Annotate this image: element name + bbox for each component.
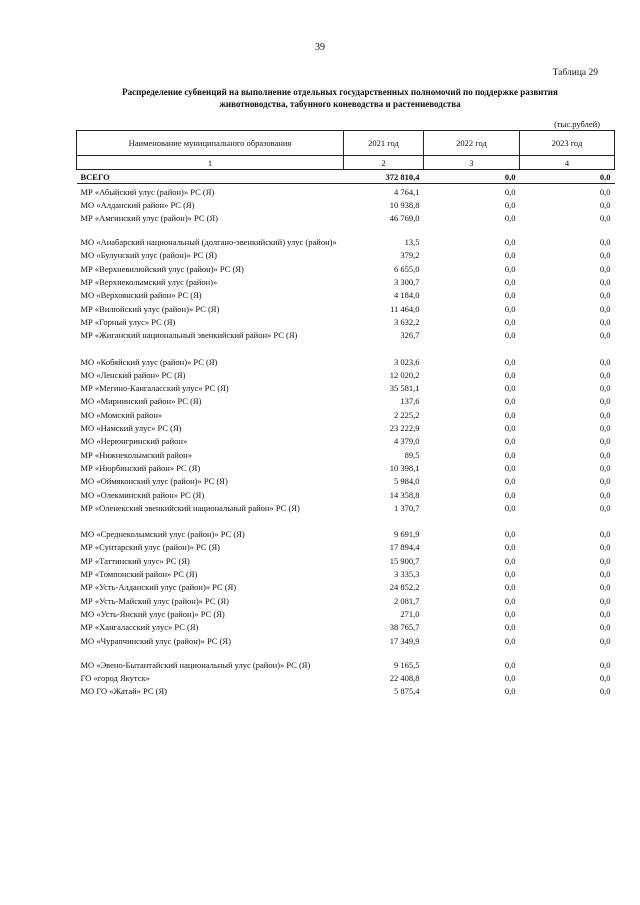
subsidy-table — [76, 130, 615, 697]
municipality-name: МО «Алданский район» РС (Я) — [80, 199, 195, 210]
table-row — [77, 407, 615, 420]
municipality-name: МР «Томпонский район» РС (Я) — [80, 569, 198, 580]
municipality-name: МР «Усть-Майский улус (район)» РС (Я) — [80, 595, 229, 606]
municipality-name: МР «Усть-Алданский улус (район)» РС (Я) — [80, 582, 237, 593]
table-row — [77, 540, 615, 553]
municipality-name: МО «Намский улус» РС (Я) — [80, 423, 182, 434]
table-row — [77, 553, 615, 566]
table-row — [77, 461, 615, 474]
value-2023: 0,0 — [599, 635, 611, 646]
value-2022: 0,0 — [504, 502, 516, 513]
units-label: (тыс.рублей) — [554, 119, 600, 129]
value-2022: 0,0 — [504, 635, 516, 646]
value-2021: 10 938,8 — [389, 199, 420, 210]
total-2022: 0,0 — [424, 170, 520, 184]
spacer-row — [77, 341, 615, 354]
value-2022: 0,0 — [504, 476, 516, 487]
value-2021: 379,2 — [400, 250, 420, 261]
value-2022: 0,0 — [504, 423, 516, 434]
value-2022: 0,0 — [504, 595, 516, 606]
table-row — [77, 434, 615, 447]
value-2022: 0,0 — [504, 555, 516, 566]
municipality-name: МО «Эвено-Бытантайский национальный улус (район)» РС (Я) — [80, 659, 311, 670]
municipality-name: МР «Мегино-Кангаласский улус» РС (Я) — [80, 383, 229, 394]
value-2022: 0,0 — [504, 316, 516, 327]
value-2021: 22 408,8 — [389, 672, 420, 683]
value-2023: 0,0 — [599, 672, 611, 683]
table-row — [77, 580, 615, 593]
value-2022: 0,0 — [504, 199, 516, 210]
value-2023: 0,0 — [599, 423, 611, 434]
value-2022: 0,0 — [504, 290, 516, 301]
title-line-2: животноводства, табунного коневодства и растениеводства — [219, 99, 461, 109]
value-2021: 4 184,0 — [394, 290, 420, 301]
municipality-name: МО «Ленский район» РС (Я) — [80, 369, 186, 380]
table-row — [77, 224, 615, 248]
value-2022: 0,0 — [504, 622, 516, 633]
value-2021: 89,5 — [404, 449, 420, 460]
value-2023: 0,0 — [599, 622, 611, 633]
value-2022: 0,0 — [504, 369, 516, 380]
table-label: Таблица 29 — [552, 68, 598, 78]
document-title — [80, 86, 600, 110]
value-2021: 6 655,0 — [394, 263, 420, 274]
value-2022: 0,0 — [504, 608, 516, 619]
table-row — [77, 288, 615, 301]
value-2023: 0,0 — [599, 263, 611, 274]
header-number-3: 3 — [424, 156, 520, 170]
value-2021: 12 020,2 — [389, 369, 420, 380]
value-2023: 0,0 — [599, 436, 611, 447]
municipality-name: МО «Булунский улус (район)» РС (Я) — [80, 250, 217, 261]
table-row — [77, 633, 615, 646]
table-row — [77, 647, 615, 671]
value-2021: 38 765,7 — [389, 622, 420, 633]
value-2023: 0,0 — [599, 462, 611, 473]
value-2023: 0,0 — [599, 409, 611, 420]
table-row — [77, 474, 615, 487]
table-row — [77, 368, 615, 381]
table-row — [77, 275, 615, 288]
table-row — [77, 501, 615, 514]
municipality-name: МР «Верхнеколымский улус (район)» — [80, 277, 218, 288]
value-2022: 0,0 — [504, 542, 516, 553]
municipality-name: МР «Нижнеколымский район» — [80, 449, 192, 460]
value-2021: 9 165,5 — [394, 659, 420, 670]
table-row — [77, 354, 615, 367]
value-2021: 11 464,0 — [390, 303, 420, 314]
value-2022: 0,0 — [504, 186, 516, 197]
value-2022: 0,0 — [504, 582, 516, 593]
municipality-name: МР «Хангаласский улус» РС (Я) — [80, 622, 199, 633]
municipality-name: МО «Момский район» — [80, 409, 163, 420]
value-2022: 0,0 — [504, 277, 516, 288]
municipality-name: МР «Вилюйский улус (район)» РС (Я) — [80, 303, 220, 314]
table-row — [77, 184, 615, 198]
spacer-row — [77, 514, 615, 527]
spacer-cell — [77, 514, 615, 527]
municipality-name: МО «Среднеколымский улус (район)» РС (Я) — [80, 529, 245, 540]
value-2021: 5 875,4 — [394, 686, 420, 697]
value-2022: 0,0 — [504, 409, 516, 420]
value-2022: 0,0 — [504, 529, 516, 540]
value-2023: 0,0 — [599, 449, 611, 460]
value-2022: 0,0 — [504, 356, 516, 367]
value-2021: 271,0 — [400, 608, 420, 619]
value-2023: 0,0 — [599, 489, 611, 500]
title-line-1: Распределение субвенций на выполнение отдельных государственных полномочий по поддержке развития — [122, 87, 558, 97]
municipality-name: МО «Мирнинский район» РС (Я) — [80, 396, 202, 407]
value-2021: 9 691,9 — [394, 529, 420, 540]
value-2021: 15 900,7 — [389, 555, 420, 566]
value-2022: 0,0 — [504, 672, 516, 683]
value-2023: 0,0 — [599, 476, 611, 487]
value-2022: 0,0 — [504, 659, 516, 670]
municipality-name: МО «Анабарский национальный (долгано-эвенкийский) улус (район)» — [80, 237, 337, 248]
table-row — [77, 487, 615, 500]
header-row — [77, 131, 615, 156]
value-2023: 0,0 — [599, 569, 611, 580]
value-2021: 46 769,0 — [389, 213, 420, 224]
value-2021: 13,5 — [404, 237, 420, 248]
value-2022: 0,0 — [504, 303, 516, 314]
municipality-name: МО «Оймяконский улус (район)» РС (Я) — [80, 476, 228, 487]
value-2023: 0,0 — [599, 186, 611, 197]
header-name: Наименование муниципального образования — [77, 131, 344, 156]
municipality-name: МР «Нюрбинский район» РС (Я) — [80, 462, 201, 473]
table-row — [77, 527, 615, 540]
value-2023: 0,0 — [599, 356, 611, 367]
spacer-cell — [77, 341, 615, 354]
value-2023: 0,0 — [599, 369, 611, 380]
value-2022: 0,0 — [504, 396, 516, 407]
value-2023: 0,0 — [599, 199, 611, 210]
municipality-name: МО ГО «Жатай» РС (Я) — [80, 686, 167, 697]
header-2021: 2021 год — [344, 131, 424, 156]
value-2021: 24 852,2 — [389, 582, 420, 593]
municipality-name: МР «Абыйский улус (район)» РС (Я) — [80, 186, 215, 197]
header-2023: 2023 год — [520, 131, 615, 156]
value-2021: 17 894,4 — [389, 542, 420, 553]
value-2021: 326,7 — [400, 330, 420, 341]
value-2023: 0,0 — [599, 290, 611, 301]
value-2023: 0,0 — [599, 555, 611, 566]
municipality-name: МО «Кобяйский улус (район)» РС (Я) — [80, 356, 218, 367]
value-2021: 3 023,6 — [394, 356, 420, 367]
value-2022: 0,0 — [504, 686, 516, 697]
municipality-name: МО «Верхоянский район» РС (Я) — [80, 290, 202, 301]
municipality-name: МР «Амгинский улус (район)» РС (Я) — [80, 213, 219, 224]
value-2023: 0,0 — [599, 303, 611, 314]
total-label: ВСЕГО — [77, 170, 344, 184]
value-2021: 17 349,9 — [389, 635, 420, 646]
table-row — [77, 328, 615, 341]
value-2023: 0,0 — [599, 582, 611, 593]
municipality-name: МР «Горный улус» РС (Я) — [80, 316, 176, 327]
value-2021: 2 081,7 — [394, 595, 420, 606]
value-2021: 10 398,1 — [389, 462, 420, 473]
value-2021: 137,6 — [400, 396, 420, 407]
header-2022: 2022 год — [424, 131, 520, 156]
value-2023: 0,0 — [599, 595, 611, 606]
table-row — [77, 593, 615, 606]
municipality-name: МР «Оленекский эвенкийский национальный район» РС (Я) — [80, 502, 300, 513]
table-row — [77, 211, 615, 224]
municipality-name: МО «Олекминский район» РС (Я) — [80, 489, 205, 500]
municipality-name: МР «Жиганский национальный эвенкийский район» РС (Я) — [80, 330, 298, 341]
municipality-name: МО «Нерюнгринский район» — [80, 436, 188, 447]
value-2023: 0,0 — [599, 277, 611, 288]
header-number-row — [77, 156, 615, 170]
table-row — [77, 447, 615, 460]
value-2021: 14 358,8 — [389, 489, 420, 500]
value-2022: 0,0 — [504, 449, 516, 460]
value-2023: 0,0 — [599, 316, 611, 327]
value-2021: 3 300,7 — [394, 277, 420, 288]
value-2022: 0,0 — [504, 436, 516, 447]
municipality-name: ГО «город Якутск» — [80, 672, 150, 683]
value-2023: 0,0 — [599, 237, 611, 248]
value-2022: 0,0 — [504, 383, 516, 394]
total-row — [77, 170, 615, 184]
page-number: 39 — [315, 42, 325, 53]
value-2023: 0,0 — [599, 659, 611, 670]
value-2023: 0,0 — [599, 502, 611, 513]
value-2021: 1 370,7 — [394, 502, 420, 513]
value-2022: 0,0 — [504, 569, 516, 580]
value-2022: 0,0 — [504, 330, 516, 341]
value-2021: 3 335,3 — [394, 569, 420, 580]
table-row — [77, 315, 615, 328]
value-2021: 23 222,9 — [389, 423, 420, 434]
table-row — [77, 261, 615, 274]
total-2023: 0,0 — [520, 170, 615, 184]
municipality-name: МР «Сунтарский улус (район)» РС (Я) — [80, 542, 221, 553]
value-2023: 0,0 — [599, 608, 611, 619]
value-2022: 0,0 — [504, 263, 516, 274]
value-2023: 0,0 — [599, 396, 611, 407]
value-2022: 0,0 — [504, 237, 516, 248]
municipality-name: МО «Чурапчинский улус (район)» РС (Я) — [80, 635, 231, 646]
table-row — [77, 607, 615, 620]
value-2023: 0,0 — [599, 383, 611, 394]
table-row — [77, 381, 615, 394]
table-row — [77, 567, 615, 580]
table-row — [77, 394, 615, 407]
header-number-2: 2 — [344, 156, 424, 170]
value-2022: 0,0 — [504, 489, 516, 500]
value-2023: 0,0 — [599, 542, 611, 553]
value-2023: 0,0 — [599, 330, 611, 341]
municipality-name: МР «Таттинский улус» РС (Я) — [80, 555, 190, 566]
table-row — [77, 301, 615, 314]
municipality-name: МР «Верхневилюйский улус (район)» РС (Я) — [80, 263, 244, 274]
table-row — [77, 248, 615, 261]
value-2021: 4 764,1 — [394, 186, 420, 197]
table-row — [77, 620, 615, 633]
total-2021: 372 810,4 — [344, 170, 424, 184]
municipality-name: МО «Усть-Янский улус (район)» РС (Я) — [80, 608, 225, 619]
value-2022: 0,0 — [504, 462, 516, 473]
value-2021: 35 581,1 — [389, 383, 420, 394]
table-row — [77, 198, 615, 211]
table-row — [77, 671, 615, 684]
value-2021: 2 225,2 — [394, 409, 420, 420]
value-2023: 0,0 — [599, 686, 611, 697]
table-row — [77, 684, 615, 697]
value-2022: 0,0 — [504, 250, 516, 261]
header-number-4: 4 — [520, 156, 615, 170]
header-number-1: 1 — [77, 156, 344, 170]
value-2023: 0,0 — [599, 529, 611, 540]
value-2023: 0,0 — [599, 213, 611, 224]
value-2021: 5 984,0 — [394, 476, 420, 487]
value-2021: 3 632,2 — [394, 316, 420, 327]
value-2021: 4 379,0 — [394, 436, 420, 447]
value-2023: 0,0 — [599, 250, 611, 261]
table-row — [77, 421, 615, 434]
value-2022: 0,0 — [504, 213, 516, 224]
